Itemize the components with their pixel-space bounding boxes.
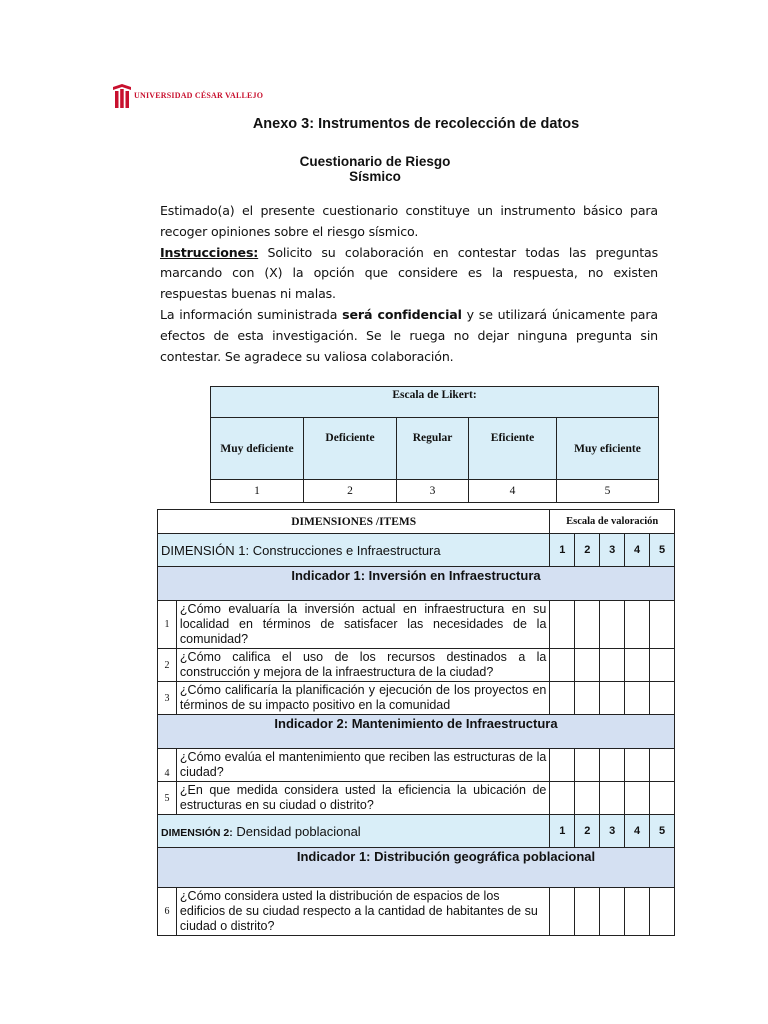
- indicator-row: [158, 567, 675, 601]
- annex-title: Anexo 3: Instrumentos de recolección de datos: [252, 116, 580, 132]
- university-emblem-icon: [113, 84, 131, 108]
- answer-cell[interactable]: [600, 888, 625, 936]
- answer-cell[interactable]: [550, 601, 575, 649]
- likert-label: Regular: [397, 418, 469, 480]
- scale-number: 5: [650, 534, 675, 567]
- scale-number: 5: [650, 815, 675, 848]
- answer-cell[interactable]: [600, 601, 625, 649]
- likert-value: 1: [211, 480, 304, 503]
- answer-cell[interactable]: [625, 888, 650, 936]
- answer-cell[interactable]: [625, 649, 650, 682]
- answer-cell[interactable]: [650, 782, 675, 815]
- answer-cell[interactable]: [600, 682, 625, 715]
- answer-cell[interactable]: [575, 682, 600, 715]
- likert-value: 2: [304, 480, 397, 503]
- scale-number: 3: [600, 534, 625, 567]
- indicator-row: [158, 715, 675, 749]
- item-question: ¿Cómo considera usted la distribución de espacios de los edificios de su ciudad respecto a la cantidad de habitantes de su ciudad o distrito?: [176, 888, 549, 936]
- likert-value: 4: [469, 480, 557, 503]
- table-row: [158, 649, 675, 682]
- questionnaire-title-line1: Cuestionario de Riesgo: [299, 154, 451, 169]
- instructions-text: Solicito su colaboración en contestar todas las preguntas marcando con (X) la opción que considere es la respuesta, no existen respuestas buenas ni malas.: [160, 244, 658, 302]
- table-row: [158, 682, 675, 715]
- dimension-1-title: [158, 534, 550, 567]
- answer-cell[interactable]: [650, 649, 675, 682]
- likert-scale-table: [210, 386, 659, 503]
- confidential-paragraph: [160, 305, 658, 367]
- answer-cell[interactable]: [575, 601, 600, 649]
- dimension-1-prefix: DIMENSIÓN 1:: [161, 542, 250, 558]
- item-number: 1: [158, 601, 177, 649]
- answer-cell[interactable]: [650, 749, 675, 782]
- scale-header: Escala de valoración: [550, 510, 675, 534]
- scale-number: 3: [600, 815, 625, 848]
- intro-text: [160, 201, 658, 367]
- dimensions-header: DIMENSIONES /ITEMS: [158, 510, 550, 534]
- confidential-post: y se utilizará únicamente para efectos de esta investigación. Se le ruega no dejar ninguna pregunta sin contestar. Se agradece su valiosa colaboración.: [160, 306, 658, 364]
- answer-cell[interactable]: [575, 782, 600, 815]
- item-number: 2: [158, 649, 177, 682]
- table-row: [158, 749, 675, 782]
- item-question: ¿Cómo evaluaría la inversión actual en infraestructura en su localidad en términos de satisfacer las necesidades de la comunidad?: [176, 601, 549, 649]
- table-row: [158, 601, 675, 649]
- scale-number: 4: [625, 534, 650, 567]
- table-row: [158, 888, 675, 936]
- answer-cell[interactable]: [550, 649, 575, 682]
- scale-number: 4: [625, 815, 650, 848]
- likert-value: 5: [557, 480, 659, 503]
- indicator-title: Indicador 2: Mantenimiento de Infraestructura: [158, 715, 675, 749]
- dimensions-table: [157, 509, 675, 936]
- item-number: 6: [158, 888, 177, 936]
- likert-title: Escala de Likert:: [211, 387, 659, 418]
- answer-cell[interactable]: [550, 682, 575, 715]
- scale-number: 2: [575, 815, 600, 848]
- item-question: ¿Cómo calificaría la planificación y ejecución de los proyectos en términos de su impacto positivo en la comunidad: [176, 682, 549, 715]
- table-row: [158, 782, 675, 815]
- answer-cell[interactable]: [625, 682, 650, 715]
- item-question: ¿Cómo califica el uso de los recursos destinados a la construcción y mejora de la infraestructura de la ciudad?: [176, 649, 549, 682]
- answer-cell[interactable]: [650, 888, 675, 936]
- answer-cell[interactable]: [575, 888, 600, 936]
- answer-cell[interactable]: [650, 682, 675, 715]
- instructions-paragraph: [160, 243, 658, 305]
- indicator-title: Indicador 1: Inversión en Infraestructura: [158, 567, 675, 601]
- likert-value: 3: [397, 480, 469, 503]
- answer-cell[interactable]: [650, 601, 675, 649]
- answer-cell[interactable]: [550, 888, 575, 936]
- answer-cell[interactable]: [575, 649, 600, 682]
- scale-number: 2: [575, 534, 600, 567]
- dimension-2-prefix: DIMENSIÓN 2:: [161, 826, 233, 839]
- item-number: 3: [158, 682, 177, 715]
- likert-label: Eficiente: [469, 418, 557, 480]
- university-name: UNIVERSIDAD CÉSAR VALLEJO: [134, 91, 264, 100]
- dimension-2-name: Densidad poblacional: [232, 823, 361, 839]
- questionnaire-title: [270, 154, 480, 184]
- university-logo: [113, 84, 263, 108]
- dimension-1-row: [158, 534, 675, 567]
- answer-cell[interactable]: [600, 782, 625, 815]
- confidential-bold: será confidencial: [342, 306, 462, 322]
- instructions-label: Instrucciones:: [160, 244, 259, 260]
- scale-number: 1: [550, 534, 575, 567]
- dimension-2-row: [158, 815, 675, 848]
- likert-label: Muy deficiente: [211, 418, 304, 480]
- item-number: 4: [158, 749, 177, 782]
- answer-cell[interactable]: [550, 782, 575, 815]
- answer-cell[interactable]: [600, 649, 625, 682]
- item-number: 5: [158, 782, 177, 815]
- dimension-2-title: [158, 815, 550, 848]
- indicator-row: [158, 848, 675, 888]
- questionnaire-title-line2: Sísmico: [349, 169, 401, 184]
- answer-cell[interactable]: [575, 749, 600, 782]
- answer-cell[interactable]: [625, 782, 650, 815]
- indicator-title: Indicador 1: Distribución geográfica poblacional: [158, 848, 675, 888]
- answer-cell[interactable]: [550, 749, 575, 782]
- likert-label: Muy eficiente: [557, 418, 659, 480]
- scale-number: 1: [550, 815, 575, 848]
- likert-label: Deficiente: [304, 418, 397, 480]
- intro-paragraph: Estimado(a) el presente cuestionario constituye un instrumento básico para recoger opiniones sobre el riesgo sísmico.: [160, 203, 658, 239]
- answer-cell[interactable]: [625, 601, 650, 649]
- answer-cell[interactable]: [600, 749, 625, 782]
- dimension-1-name: Construcciones e Infraestructura: [249, 542, 441, 558]
- answer-cell[interactable]: [625, 749, 650, 782]
- item-question: ¿Cómo evalúa el mantenimiento que reciben las estructuras de la ciudad?: [176, 749, 549, 782]
- item-question: ¿En que medida considera usted la eficiencia la ubicación de estructuras en su ciudad o distrito?: [176, 782, 549, 815]
- confidential-pre: La información suministrada: [160, 306, 343, 322]
